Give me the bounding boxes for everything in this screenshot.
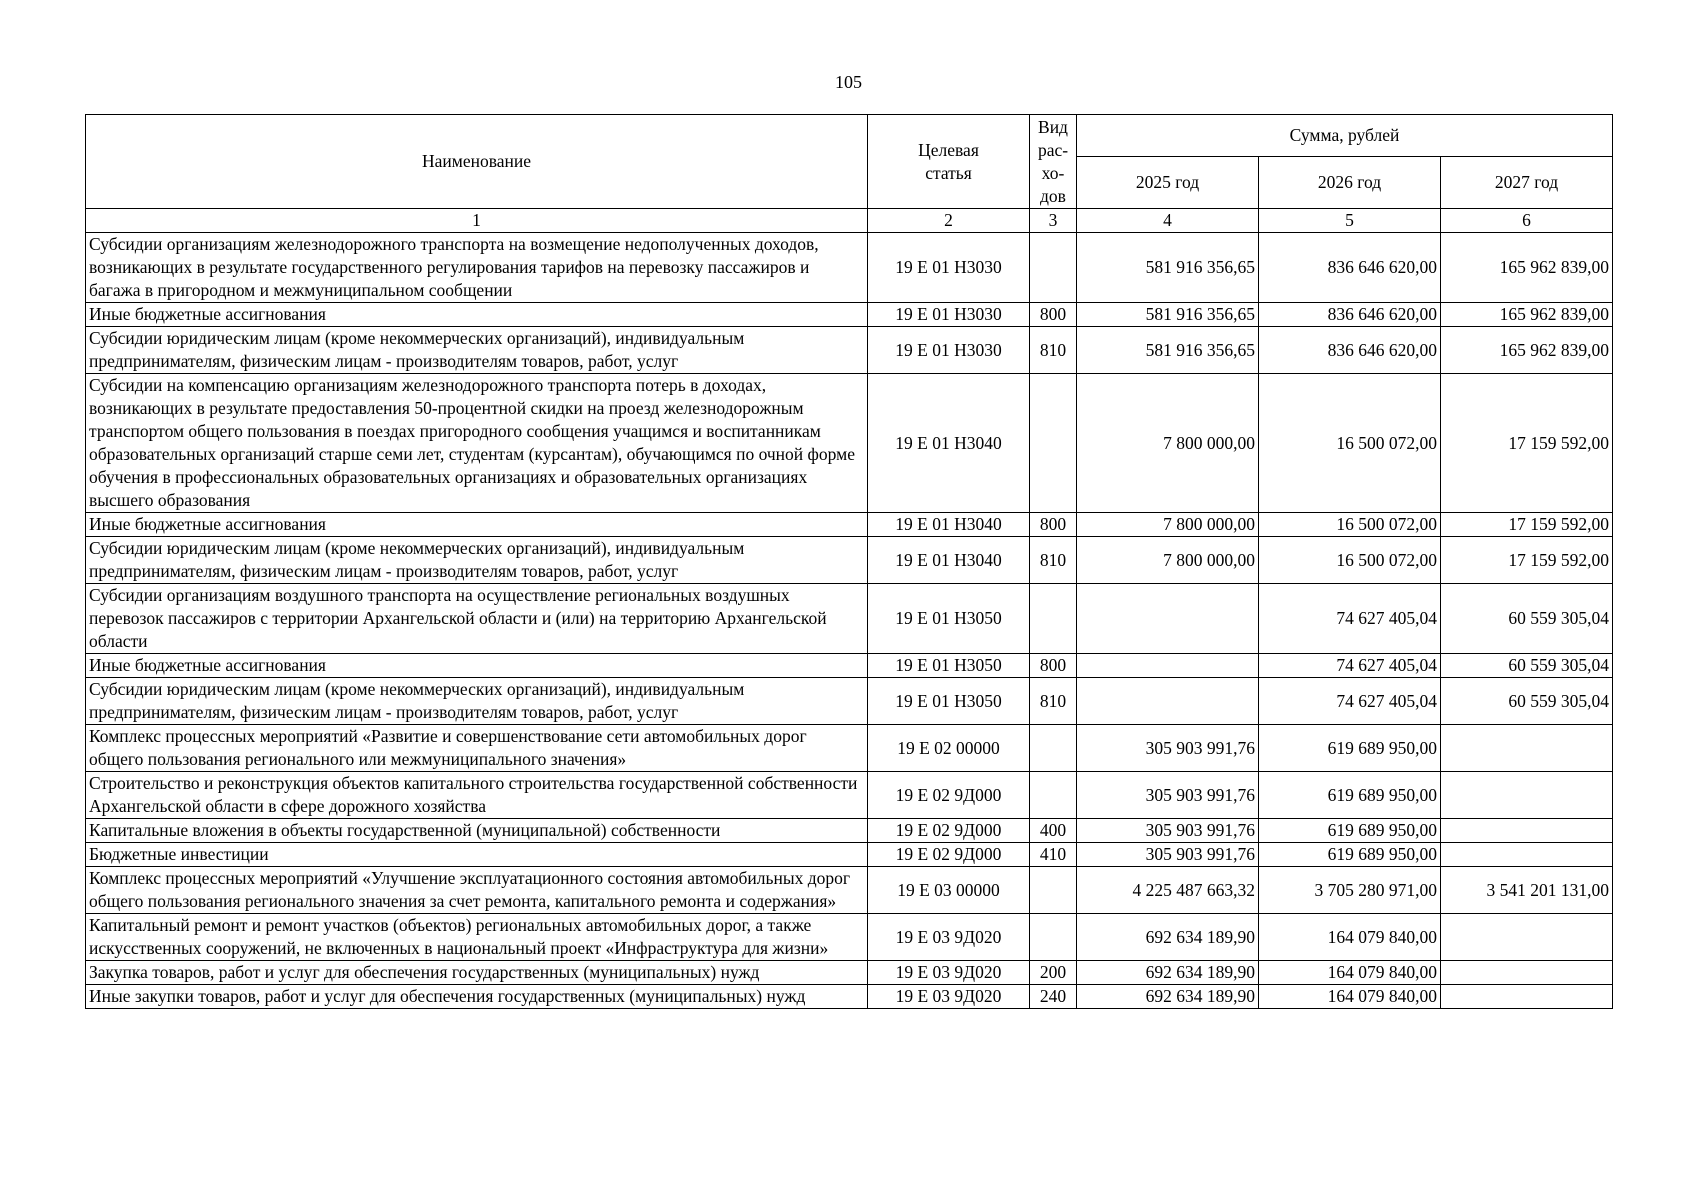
row-sum-2027: 17 159 592,00 — [1441, 374, 1613, 513]
row-sum-2027: 165 962 839,00 — [1441, 233, 1613, 303]
row-sum-2027: 60 559 305,04 — [1441, 584, 1613, 654]
row-expense-kind — [1030, 914, 1077, 961]
header-year-2026: 2026 год — [1259, 157, 1441, 209]
row-sum-2026: 619 689 950,00 — [1259, 819, 1441, 843]
row-name: Субсидии юридическим лицам (кроме некоммерческих организаций), индивидуальным предпринимателям, физическим лицам - производителям товаров, работ, услуг — [86, 327, 868, 374]
col-number-1: 1 — [86, 209, 868, 233]
row-expense-kind: 410 — [1030, 843, 1077, 867]
row-name: Иные закупки товаров, работ и услуг для обеспечения государственных (муниципальных) нужд — [86, 985, 868, 1009]
header-target-line2: статья — [925, 162, 972, 183]
row-sum-2026: 619 689 950,00 — [1259, 725, 1441, 772]
row-sum-2026: 619 689 950,00 — [1259, 772, 1441, 819]
table-row — [86, 233, 1613, 303]
row-sum-2027: 165 962 839,00 — [1441, 303, 1613, 327]
table-row — [86, 678, 1613, 725]
row-expense-kind: 800 — [1030, 513, 1077, 537]
table-row — [86, 584, 1613, 654]
row-name: Комплекс процессных мероприятий «Развитие и совершенствование сети автомобильных дорог общего пользования регионального или межмуниципального значения» — [86, 725, 868, 772]
row-name: Иные бюджетные ассигнования — [86, 303, 868, 327]
row-name: Иные бюджетные ассигнования — [86, 654, 868, 678]
header-kind-line3: хо- — [1041, 162, 1065, 183]
table-row — [86, 985, 1613, 1009]
table-row — [86, 374, 1613, 513]
row-sum-2027 — [1441, 914, 1613, 961]
row-sum-2025: 305 903 991,76 — [1077, 725, 1259, 772]
row-expense-kind: 800 — [1030, 654, 1077, 678]
row-sum-2026: 16 500 072,00 — [1259, 513, 1441, 537]
row-target-article: 19 Е 02 00000 — [868, 725, 1030, 772]
row-target-article: 19 Е 01 Н3040 — [868, 513, 1030, 537]
row-target-article: 19 Е 01 Н3030 — [868, 327, 1030, 374]
row-sum-2025: 581 916 356,65 — [1077, 233, 1259, 303]
row-sum-2025: 305 903 991,76 — [1077, 819, 1259, 843]
table-row — [86, 819, 1613, 843]
row-sum-2025: 305 903 991,76 — [1077, 843, 1259, 867]
col-number-6: 6 — [1441, 209, 1613, 233]
row-target-article: 19 Е 02 9Д000 — [868, 843, 1030, 867]
row-sum-2025 — [1077, 584, 1259, 654]
row-sum-2026: 836 646 620,00 — [1259, 327, 1441, 374]
table-row — [86, 867, 1613, 914]
row-target-article: 19 Е 01 Н3040 — [868, 537, 1030, 584]
row-sum-2027 — [1441, 985, 1613, 1009]
row-sum-2025: 4 225 487 663,32 — [1077, 867, 1259, 914]
row-name: Бюджетные инвестиции — [86, 843, 868, 867]
row-name: Комплекс процессных мероприятий «Улучшение эксплуатационного состояния автомобильных дорог общего пользования регионального значения за счет ремонта, капитального ремонта и содержания» — [86, 867, 868, 914]
row-name: Субсидии организациям железнодорожного транспорта на возмещение недополученных доходов, возникающих в результате государственного регулирования тарифов на перевозку пассажиров и багажа в пригородном и межмуниципальном сообщении — [86, 233, 868, 303]
row-sum-2025: 7 800 000,00 — [1077, 374, 1259, 513]
table-row — [86, 327, 1613, 374]
row-sum-2026: 74 627 405,04 — [1259, 584, 1441, 654]
row-sum-2027: 3 541 201 131,00 — [1441, 867, 1613, 914]
row-target-article: 19 Е 01 Н3030 — [868, 303, 1030, 327]
row-sum-2025: 581 916 356,65 — [1077, 327, 1259, 374]
row-sum-2025: 692 634 189,90 — [1077, 985, 1259, 1009]
row-sum-2027: 165 962 839,00 — [1441, 327, 1613, 374]
row-expense-kind: 200 — [1030, 961, 1077, 985]
row-sum-2027 — [1441, 772, 1613, 819]
row-expense-kind: 810 — [1030, 537, 1077, 584]
row-sum-2025: 305 903 991,76 — [1077, 772, 1259, 819]
row-sum-2027 — [1441, 725, 1613, 772]
row-name: Субсидии юридическим лицам (кроме некоммерческих организаций), индивидуальным предпринимателям, физическим лицам - производителям товаров, работ, услуг — [86, 678, 868, 725]
row-name: Субсидии юридическим лицам (кроме некоммерческих организаций), индивидуальным предпринимателям, физическим лицам - производителям товаров, работ, услуг — [86, 537, 868, 584]
row-expense-kind — [1030, 233, 1077, 303]
table-row — [86, 961, 1613, 985]
row-sum-2027 — [1441, 819, 1613, 843]
header-expense-kind — [1030, 115, 1077, 209]
row-name: Субсидии организациям воздушного транспорта на осуществление региональных воздушных перевозок пассажиров с территории Архангельской области и (или) на территорию Архангельской области — [86, 584, 868, 654]
row-expense-kind — [1030, 867, 1077, 914]
row-sum-2026: 836 646 620,00 — [1259, 233, 1441, 303]
row-name: Иные бюджетные ассигнования — [86, 513, 868, 537]
row-sum-2026: 16 500 072,00 — [1259, 537, 1441, 584]
row-sum-2026: 619 689 950,00 — [1259, 843, 1441, 867]
table-row — [86, 843, 1613, 867]
row-sum-2026: 164 079 840,00 — [1259, 914, 1441, 961]
row-sum-2025: 7 800 000,00 — [1077, 537, 1259, 584]
row-expense-kind: 810 — [1030, 678, 1077, 725]
row-name: Капитальные вложения в объекты государственной (муниципальной) собственности — [86, 819, 868, 843]
row-expense-kind — [1030, 772, 1077, 819]
table-body — [86, 233, 1613, 1009]
row-expense-kind: 400 — [1030, 819, 1077, 843]
page-number: 105 — [835, 72, 862, 92]
row-expense-kind — [1030, 584, 1077, 654]
row-expense-kind — [1030, 374, 1077, 513]
row-expense-kind: 810 — [1030, 327, 1077, 374]
row-name: Субсидии на компенсацию организациям железнодорожного транспорта потерь в доходах, возникающих в результате предоставления 50-процентной скидки на проезд железнодорожным транспортом общего пользования в поездах пригородного сообщения учащимся и воспитанникам образовательных организаций старше семи лет, студентам (курсантам), обучающимся по очной форме обучения в профессиональных образовательных организациях и образовательных организациях высшего образования — [86, 374, 868, 513]
row-name: Закупка товаров, работ и услуг для обеспечения государственных (муниципальных) нужд — [86, 961, 868, 985]
table-row — [86, 772, 1613, 819]
row-sum-2027 — [1441, 961, 1613, 985]
row-target-article: 19 Е 03 00000 — [868, 867, 1030, 914]
col-number-4: 4 — [1077, 209, 1259, 233]
row-target-article: 19 Е 01 Н3050 — [868, 678, 1030, 725]
row-sum-2027 — [1441, 843, 1613, 867]
table-header — [86, 115, 1613, 233]
row-sum-2026: 16 500 072,00 — [1259, 374, 1441, 513]
row-target-article: 19 Е 02 9Д000 — [868, 819, 1030, 843]
header-name: Наименование — [86, 115, 868, 209]
header-sum: Сумма, рублей — [1077, 115, 1613, 157]
row-expense-kind — [1030, 725, 1077, 772]
row-sum-2026: 164 079 840,00 — [1259, 961, 1441, 985]
row-sum-2026: 74 627 405,04 — [1259, 654, 1441, 678]
row-target-article: 19 Е 01 Н3050 — [868, 654, 1030, 678]
row-target-article: 19 Е 01 Н3050 — [868, 584, 1030, 654]
row-sum-2025: 692 634 189,90 — [1077, 914, 1259, 961]
row-sum-2026: 836 646 620,00 — [1259, 303, 1441, 327]
col-number-5: 5 — [1259, 209, 1441, 233]
row-sum-2027: 17 159 592,00 — [1441, 537, 1613, 584]
header-target-line1: Целевая — [918, 139, 979, 160]
table-row — [86, 654, 1613, 678]
row-sum-2026: 164 079 840,00 — [1259, 985, 1441, 1009]
row-name: Строительство и реконструкция объектов капитального строительства государственной собственности Архангельской области в сфере дорожного хозяйства — [86, 772, 868, 819]
table-row — [86, 914, 1613, 961]
row-sum-2027: 60 559 305,04 — [1441, 678, 1613, 725]
row-target-article: 19 Е 01 Н3030 — [868, 233, 1030, 303]
col-number-2: 2 — [868, 209, 1030, 233]
row-target-article: 19 Е 03 9Д020 — [868, 985, 1030, 1009]
row-sum-2027: 60 559 305,04 — [1441, 654, 1613, 678]
row-sum-2025: 692 634 189,90 — [1077, 961, 1259, 985]
row-target-article: 19 Е 02 9Д000 — [868, 772, 1030, 819]
row-name: Капитальный ремонт и ремонт участков (объектов) региональных автомобильных дорог, а также искусственных сооружений, не включенных в национальный проект «Инфраструктура для жизни» — [86, 914, 868, 961]
row-target-article: 19 Е 01 Н3040 — [868, 374, 1030, 513]
header-kind-line2: рас- — [1037, 139, 1069, 160]
row-sum-2026: 3 705 280 971,00 — [1259, 867, 1441, 914]
header-target-article — [868, 115, 1030, 209]
table-row — [86, 513, 1613, 537]
table-row — [86, 537, 1613, 584]
row-sum-2025 — [1077, 678, 1259, 725]
row-sum-2026: 74 627 405,04 — [1259, 678, 1441, 725]
table-row — [86, 725, 1613, 772]
header-kind-line1: Вид — [1038, 116, 1068, 137]
row-target-article: 19 Е 03 9Д020 — [868, 914, 1030, 961]
header-year-2025: 2025 год — [1077, 157, 1259, 209]
row-sum-2027: 17 159 592,00 — [1441, 513, 1613, 537]
header-year-2027: 2027 год — [1441, 157, 1613, 209]
row-expense-kind: 800 — [1030, 303, 1077, 327]
row-sum-2025: 7 800 000,00 — [1077, 513, 1259, 537]
row-expense-kind: 240 — [1030, 985, 1077, 1009]
budget-table — [85, 114, 1613, 1009]
table-row — [86, 303, 1613, 327]
row-sum-2025 — [1077, 654, 1259, 678]
header-kind-line4: дов — [1040, 185, 1066, 206]
row-sum-2025: 581 916 356,65 — [1077, 303, 1259, 327]
row-target-article: 19 Е 03 9Д020 — [868, 961, 1030, 985]
col-number-3: 3 — [1030, 209, 1077, 233]
